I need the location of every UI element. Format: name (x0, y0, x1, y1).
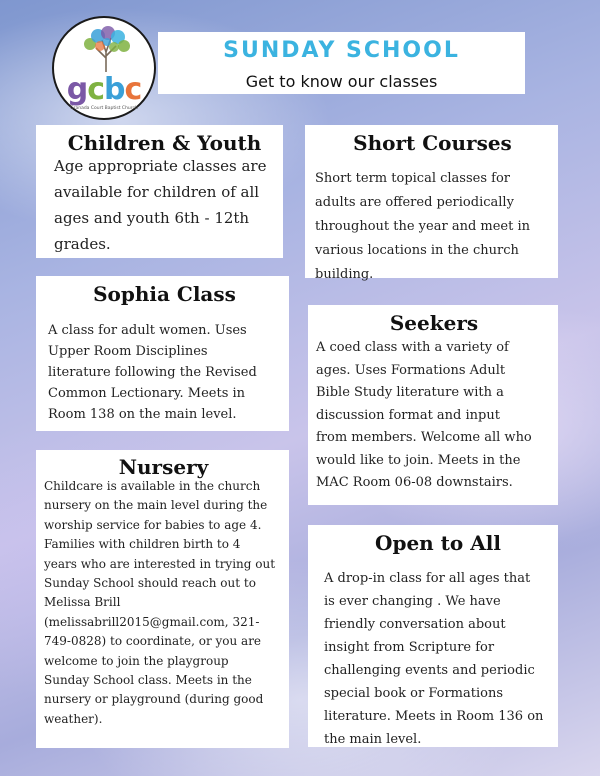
card-line: challenging events and periodic (324, 663, 535, 678)
card-line: is ever changing . We have (324, 594, 501, 609)
card-body (324, 567, 552, 751)
card-line: available for children of all (54, 183, 260, 201)
card-line: A class for adult women. Uses (48, 323, 247, 338)
card-line: MAC Room 06-08 downstairs. (316, 475, 513, 490)
card-line: adults are offered periodically (315, 195, 514, 210)
card-line: weather). (44, 711, 103, 726)
logo-letter-c2: c (124, 72, 142, 107)
page-title: SUNDAY SCHOOL (223, 38, 460, 63)
card-line: from members. Welcome all who (316, 430, 532, 445)
page-subtitle: Get to know our classes (245, 72, 438, 91)
card-title: Short Courses (353, 131, 512, 155)
card-title: Open to All (375, 531, 501, 555)
card-line: insight from Scripture for (324, 640, 495, 655)
card-line: nursery on the main level during the (44, 498, 268, 513)
logo-letter-b: b (104, 72, 125, 107)
tree-icon (76, 26, 136, 74)
card-line: Age appropriate classes are (54, 157, 267, 175)
card-line: building. (315, 267, 374, 282)
card-line: A coed class with a variety of (316, 340, 509, 355)
seekers-card (308, 305, 558, 505)
logo-letter-g: g (66, 72, 88, 107)
card-line: 749-0828) to coordinate, or you are (44, 634, 262, 649)
card-line: nursery or playground (during good (44, 692, 264, 707)
card-body (54, 153, 275, 257)
card-body (44, 477, 283, 729)
card-line: throughout the year and meet in (315, 219, 530, 234)
short-courses-card (305, 125, 558, 282)
logo-letter-c: c (87, 72, 104, 107)
card-title: Sophia Class (93, 282, 236, 306)
card-line: ages and youth 6th - 12th (54, 209, 250, 227)
card-line: ages. Uses Formations Adult (316, 362, 506, 378)
card-line: the main level. (324, 732, 422, 747)
card-body (315, 167, 550, 287)
card-title: Seekers (389, 311, 479, 335)
nursery-card (36, 450, 289, 748)
card-line: discussion format and input (316, 407, 500, 423)
card-title: Children & Youth (67, 131, 262, 155)
card-line: literature. Meets in Room 136 on (324, 709, 544, 724)
logo-letters (54, 72, 154, 107)
card-line: (melissabrill2015@gmail.com, 321- (44, 614, 260, 629)
card-line: friendly conversation about (324, 617, 506, 632)
card-line: welcome to join the playgroup (44, 653, 229, 668)
card-line: Sunday School should reach out to (44, 576, 256, 591)
card-line: Sunday School class. Meets in the (44, 673, 252, 688)
card-line: Short term topical classes for (315, 171, 510, 186)
card-line: Common Lectionary. Meets in (48, 386, 246, 401)
card-line: Bible Study literature with a (316, 385, 504, 400)
card-line: worship service for babies to age 4. (44, 517, 262, 532)
card-line: grades. (54, 235, 111, 253)
card-line: special book or Formations (324, 686, 504, 701)
card-line: years who are interested in trying out (44, 556, 276, 571)
card-body (316, 337, 552, 495)
sophia-class-card (36, 276, 289, 431)
card-line: A drop-in class for all ages that (324, 571, 531, 586)
card-line: Upper Room Disciplines (48, 344, 208, 359)
card-line: various locations in the church (315, 243, 519, 258)
card-line: Room 138 on the main level. (48, 407, 237, 422)
card-line: Melissa Brill (44, 595, 121, 610)
header-banner (158, 32, 525, 94)
card-title: Nursery (118, 455, 209, 479)
card-body (48, 320, 281, 425)
card-line: Families with children birth to 4 (44, 537, 241, 552)
open-to-all-card (308, 525, 558, 747)
logo-subtitle: Granada Court Baptist Church (70, 106, 138, 111)
church-logo (52, 16, 156, 120)
card-line: literature following the Revised (48, 365, 257, 380)
card-line: Childcare is available in the church (44, 479, 261, 493)
children-youth-card (36, 125, 283, 258)
card-line: would like to join. Meets in the (316, 452, 521, 468)
